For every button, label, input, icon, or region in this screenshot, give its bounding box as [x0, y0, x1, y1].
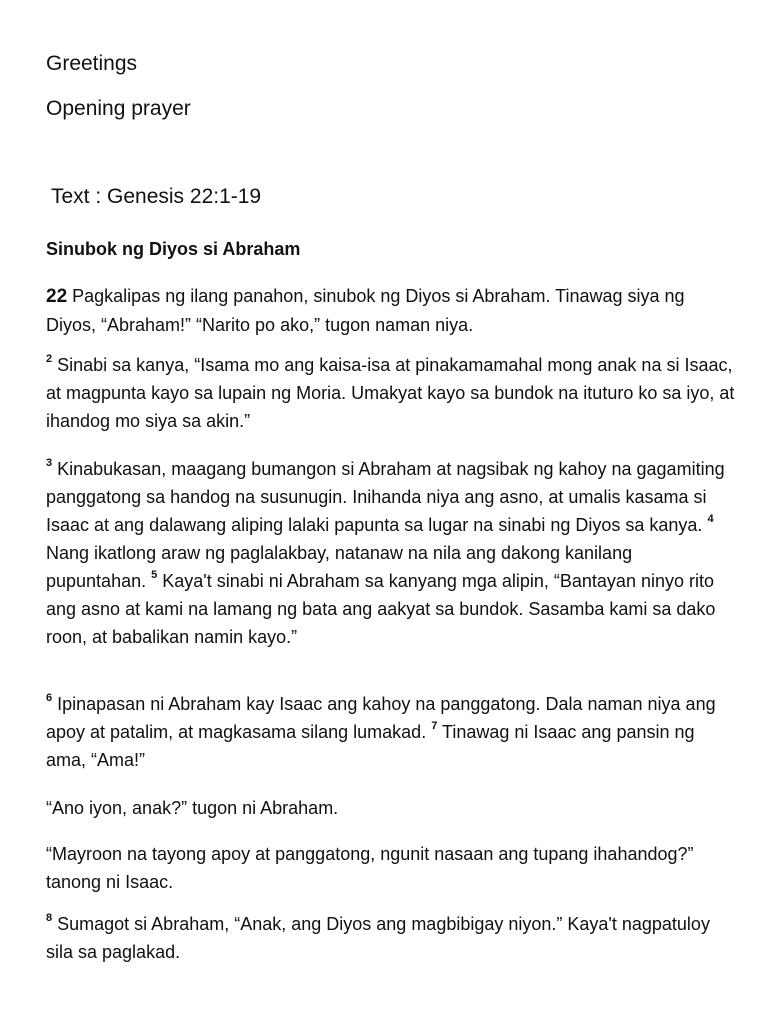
- verse-number: 6: [46, 692, 53, 704]
- verse-number: 8: [46, 912, 53, 924]
- verse-number: 5: [151, 569, 158, 581]
- verse-text: Sinabi sa kanya, “Isama mo ang kaisa-isa at pinakamamahal mong anak na si Isaac, at magpunta kayo sa lupain ng Moria. Umakyat kayo sa bundok na ituturo ko sa iyo, at ihandog mo siya sa akin.”: [46, 355, 735, 431]
- verse-paragraph-3: [46, 455, 736, 651]
- verse-text: Ipinapasan ni Abraham kay Isaac ang kahoy na panggatong. Dala naman niya ang apoy at patalim, at magkasama silang lumakad.: [46, 694, 716, 742]
- verse-text: Pagkalipas ng ilang panahon, sinubok ng Diyos si Abraham. Tinawag siya ng Diyos, “Abraham!” “Narito po ako,” tugon naman niya.: [46, 286, 685, 335]
- verse-number: 3: [46, 457, 53, 469]
- opening-prayer-heading: Opening prayer: [46, 97, 191, 120]
- verse-number: 7: [431, 720, 438, 732]
- verse-number: 4: [707, 513, 714, 525]
- verse-text: Nang ikatlong araw ng paglalakbay, natanaw na nila ang dakong kanilang pupuntahan.: [46, 543, 633, 591]
- verse-paragraph-1: [46, 282, 736, 339]
- passage-title: Sinubok ng Diyos si Abraham: [46, 239, 301, 259]
- verse-text: Kaya't sinabi ni Abraham sa kanyang mga alipin, “Bantayan ninyo rito ang asno at kami na lamang ng bata ang aakyat sa bundok. Sasamba kami sa dako roon, at babalikan namin kayo.”: [46, 571, 716, 647]
- verse-text: Tinawag ni Isaac ang pansin ng ama, “Ama!”: [46, 722, 695, 770]
- verse-paragraph-7: [46, 910, 736, 966]
- scripture-reference: Text : Genesis 22:1-19: [51, 185, 262, 208]
- verse-text: “Mayroon na tayong apoy at panggatong, ngunit nasaan ang tupang ihahandog?” tanong ni Isaac.: [46, 844, 694, 892]
- verse-paragraph-2: [46, 351, 736, 435]
- verse-number: 2: [46, 353, 53, 365]
- greetings-heading: Greetings: [46, 52, 138, 75]
- verse-paragraph-4: [46, 690, 736, 774]
- chapter-number: 22: [46, 286, 68, 307]
- verse-paragraph-5: [46, 794, 736, 822]
- verse-text: Sumagot si Abraham, “Anak, ang Diyos ang magbibigay niyon.” Kaya't nagpatuloy sila sa paglakad.: [46, 914, 710, 962]
- verse-text: Kinabukasan, maagang bumangon si Abraham at nagsibak ng kahoy na gagamiting panggatong sa handog na susunugin. Inihanda niya ang asno, at umalis kasama si Isaac at ang dalawang aliping lalaki papunta sa lugar na sinabi ng Diyos sa kanya.: [46, 459, 725, 535]
- verse-paragraph-6: [46, 840, 736, 896]
- verse-text: “Ano iyon, anak?” tugon ni Abraham.: [46, 798, 339, 818]
